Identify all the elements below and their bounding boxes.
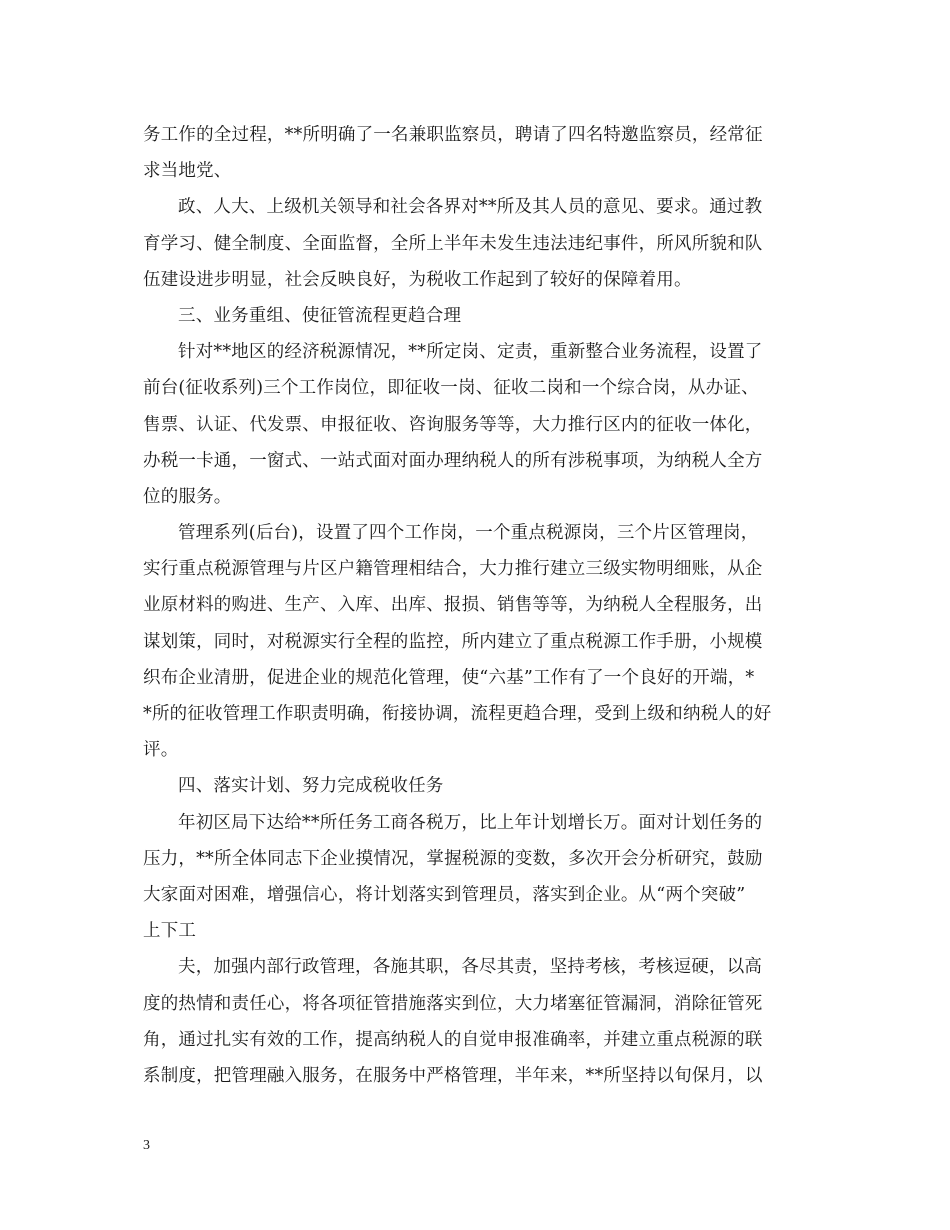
text-line: 育学习、健全制度、全面监督，全所上半年未发生违法违纪事件，所风所貌和队 (143, 233, 763, 254)
text-line: *所的征收管理工作职责明确，衔接协调，流程更趋合理，受到上级和纳税人的好 (143, 704, 772, 724)
text-line: 系制度，把管理融入服务，在服务中严格管理，半年来，**所坚持以旬保月，以 (143, 1065, 763, 1086)
text-line: 办税一卡通，一窗式、一站式面对面办理纳税人的所有涉税事项，为纳税人全方 (143, 450, 763, 471)
text-line: 位的服务。 (143, 486, 232, 507)
text-line: 织布企业清册，促进企业的规范化管理，使“六基”工作有了一个良好的开端，* (143, 667, 755, 688)
text-line: 夫，加强内部行政管理，各施其职，各尽其责，坚持考核，考核逗硬，以高 (178, 957, 763, 978)
text-line: 上下工 (143, 921, 197, 942)
text-line: 谋划策，同时，对税源实行全程的监控，所内建立了重点税源工作手册，小规模 (143, 631, 763, 652)
text-line: 伍建设进步明显，社会反映良好，为税收工作起到了较好的保障着用。 (143, 269, 692, 290)
text-line: 角，通过扎实有效的工作，提高纳税人的自觉申报准确率，并建立重点税源的联 (143, 1029, 763, 1050)
document-body (143, 117, 813, 1094)
text-line: 前台(征收系列)三个工作岗位，即征收一岗、征收二岗和一个综合岗，从办证、 (143, 378, 759, 399)
text-line: 度的热情和责任心，将各项征管措施落实到位，大力堵塞征管漏洞，消除征管死 (143, 993, 763, 1014)
text-line: 实行重点税源管理与片区户籍管理相结合，大力推行建立三级实物明细账，从企 (143, 559, 763, 580)
text-line: 管理系列(后台)，设置了四个工作岗，一个重点税源岗，三个片区管理岗， (178, 523, 759, 544)
text-line: 压力，**所全体同志下企业摸情况，掌握税源的变数，多次开会分析研究，鼓励 (143, 848, 763, 869)
section-heading: 三、业务重组、使征管流程更趋合理 (178, 305, 462, 326)
text-line: 求当地党、 (143, 161, 232, 182)
page-number: 3 (143, 1138, 150, 1153)
text-line: 务工作的全过程，**所明确了一名兼职监察员，聘请了四名特邀监察员，经常征 (143, 125, 763, 145)
text-line: 政、人大、上级机关领导和社会各界对**所及其人员的意见、要求。通过教 (178, 197, 763, 218)
body-text (143, 117, 813, 1094)
text-line: 评。 (143, 740, 179, 761)
text-line: 大家面对困难，增强信心，将计划落实到管理员，落实到企业。从“两个突破” (143, 884, 746, 905)
text-line: 售票、认证、代发票、申报征收、咨询服务等等，大力推行区内的征收一体化， (143, 414, 763, 435)
text-line: 业原材料的购进、生产、入库、出库、报损、销售等等，为纳税人全程服务，出 (143, 595, 763, 616)
section-heading: 四、落实计划、努力完成税收任务 (178, 776, 444, 797)
text-line: 年初区局下达给**所任务工商各税万，比上年计划增长万。面对计划任务的 (178, 812, 763, 833)
text-line: 针对**地区的经济税源情况，**所定岗、定责，重新整合业务流程，设置了 (178, 342, 763, 363)
